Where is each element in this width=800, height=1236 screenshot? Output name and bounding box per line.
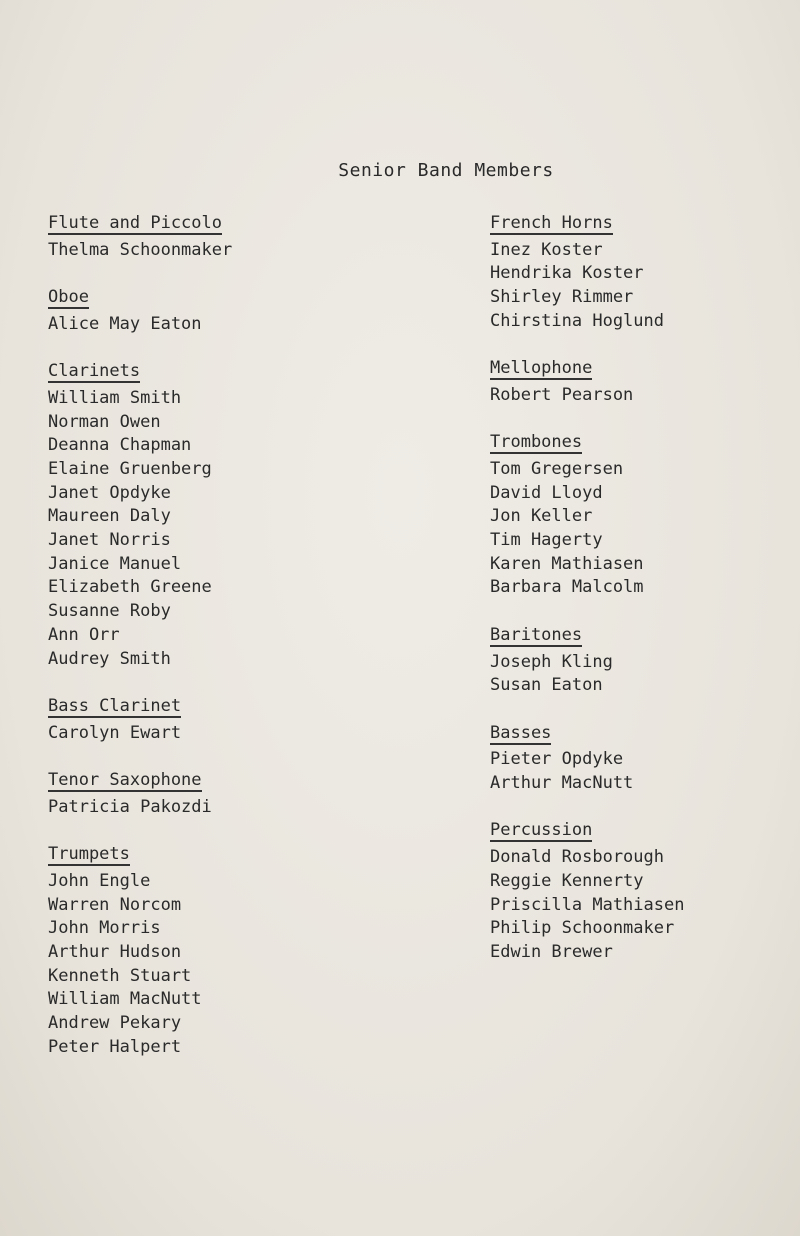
section-heading: Clarinets: [48, 361, 141, 382]
member-name: Janet Norris: [48, 530, 171, 551]
section-heading: Tenor Saxophone: [48, 770, 202, 791]
member-name: Janice Manuel: [48, 553, 182, 574]
member-name: Deanna Chapman: [48, 435, 192, 456]
member-name: Arthur MacNutt: [490, 773, 634, 794]
left-column: [48, 212, 378, 1083]
member-name: Joseph Kling: [490, 651, 613, 672]
member-name: Reggie Kennerty: [490, 870, 644, 891]
member-name: Peter Halpert: [48, 1036, 182, 1057]
member-name: John Engle: [48, 870, 151, 891]
member-name: Tim Hagerty: [490, 530, 603, 551]
section-heading: Oboe: [48, 287, 89, 308]
member-name: Andrew Pekary: [48, 1013, 182, 1034]
member-name: Patricia Pakozdi: [48, 796, 212, 817]
section-heading: Baritones: [490, 624, 583, 645]
section-mellophone: [490, 357, 790, 407]
member-name: Jon Keller: [490, 506, 593, 527]
member-name: Warren Norcom: [48, 894, 182, 915]
member-name: Pieter Opdyke: [490, 749, 624, 770]
section-heading: Percussion: [490, 820, 593, 841]
member-name: Susanne Roby: [48, 601, 171, 622]
member-name: Donald Rosborough: [490, 847, 664, 868]
section-clarinets: [48, 360, 378, 671]
member-name: Elizabeth Greene: [48, 577, 212, 598]
section-heading: Trombones: [490, 432, 583, 453]
member-name: Priscilla Mathiasen: [490, 894, 685, 915]
member-name: Edwin Brewer: [490, 941, 613, 962]
member-name: Thelma Schoonmaker: [48, 239, 233, 260]
member-name: Kenneth Stuart: [48, 965, 192, 986]
member-name: Janet Opdyke: [48, 482, 171, 503]
member-name: Robert Pearson: [490, 384, 634, 405]
member-name: Arthur Hudson: [48, 941, 182, 962]
member-name: Susan Eaton: [490, 675, 603, 696]
member-name: Carolyn Ewart: [48, 722, 182, 743]
member-name: David Lloyd: [490, 482, 603, 503]
member-name: William MacNutt: [48, 989, 202, 1010]
member-name: Tom Gregersen: [490, 458, 624, 479]
member-name: Karen Mathiasen: [490, 553, 644, 574]
section-trombones: [490, 431, 790, 600]
member-name: Norman Owen: [48, 411, 161, 432]
section-bass-clarinet: [48, 695, 378, 745]
section-trumpets: [48, 843, 378, 1059]
member-name: John Morris: [48, 918, 161, 939]
member-name: William Smith: [48, 387, 182, 408]
member-name: Inez Koster: [490, 239, 603, 260]
section-flute-and-piccolo: [48, 212, 378, 262]
section-heading: Basses: [490, 722, 552, 743]
member-name: Alice May Eaton: [48, 313, 202, 334]
section-heading: French Horns: [490, 213, 613, 233]
member-name: Philip Schoonmaker: [490, 918, 675, 939]
section-heading: Flute and Piccolo: [48, 213, 222, 233]
member-name: Chirstina Hoglund: [490, 310, 664, 331]
section-french-horns: [490, 212, 790, 334]
section-basses: [490, 722, 790, 796]
page-title: Senior Band Members: [338, 160, 554, 181]
right-column: [490, 212, 790, 988]
member-name: Ann Orr: [48, 624, 120, 645]
section-percussion: [490, 819, 790, 964]
member-name: Audrey Smith: [48, 648, 171, 669]
section-tenor-saxophone: [48, 769, 378, 819]
member-name: Elaine Gruenberg: [48, 458, 212, 479]
section-baritones: [490, 624, 790, 698]
section-oboe: [48, 286, 378, 336]
section-heading: Bass Clarinet: [48, 695, 182, 716]
section-heading: Trumpets: [48, 844, 130, 865]
member-name: Shirley Rimmer: [490, 287, 634, 308]
member-name: Hendrika Koster: [490, 263, 644, 284]
member-name: Barbara Malcolm: [490, 577, 644, 598]
section-heading: Mellophone: [490, 358, 593, 379]
member-name: Maureen Daly: [48, 506, 171, 527]
